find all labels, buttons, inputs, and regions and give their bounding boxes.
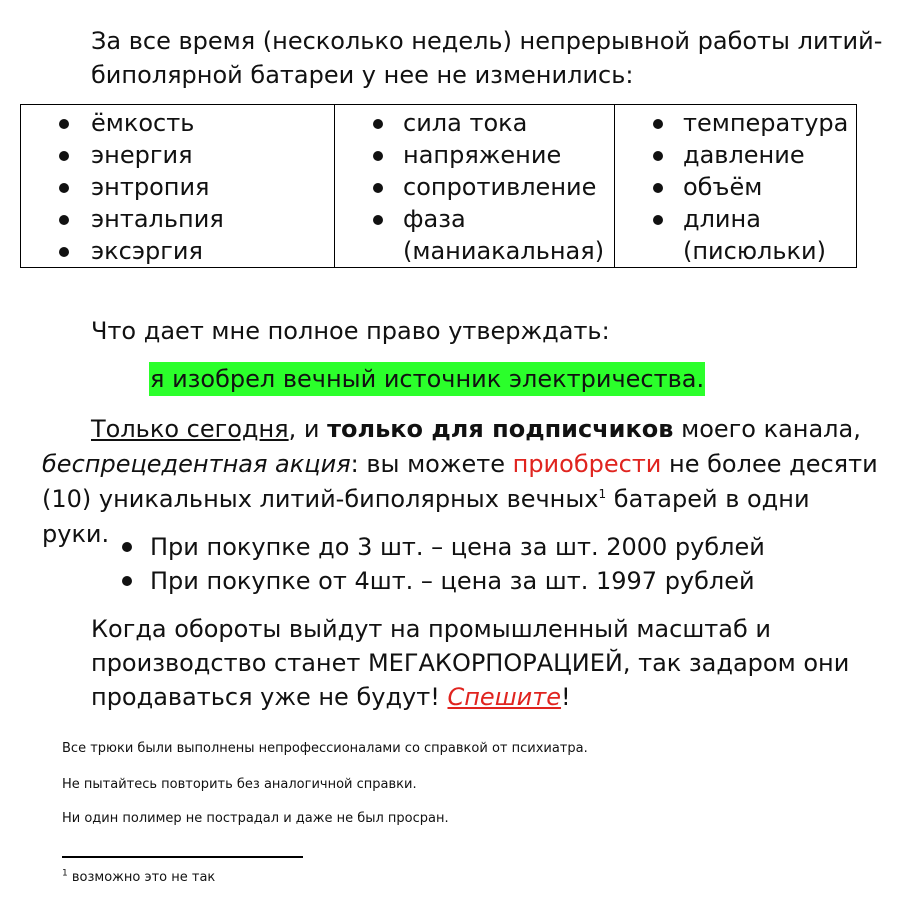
list-item: При покупке до 3 шт. – цена за шт. 2000 рублей [150, 530, 765, 564]
bullet-icon [653, 119, 663, 129]
bullet-icon [122, 542, 132, 552]
list-item: При покупке от 4шт. – цена за шт. 1997 рублей [150, 564, 765, 598]
closing-line-2: производство станет МЕГАКОРПОРАЦИЕЙ, так задаром они [91, 649, 850, 677]
bullet-icon [59, 119, 69, 129]
properties-row [21, 105, 857, 268]
subscribers-text: только для подписчиков [327, 415, 674, 443]
footnote-text: возможно это не так [67, 870, 216, 885]
footnote-mark: 1 [62, 868, 68, 879]
properties-table [20, 104, 857, 268]
list-item: энтропия [21, 171, 334, 203]
offer-line-2: беспрецедентная акция: вы можете приобрести не более десяти [42, 450, 878, 478]
properties-column-1 [21, 105, 335, 268]
price-list [150, 530, 765, 598]
list-item: энергия [21, 139, 334, 171]
list-item: энтальпия [21, 203, 334, 235]
bullet-icon [373, 119, 383, 129]
footnote [62, 869, 215, 887]
today-text: Только сегодня [91, 415, 289, 443]
buy-text: приобрести [512, 450, 662, 478]
list-item: фаза [335, 203, 614, 235]
bullet-icon [59, 215, 69, 225]
list-item: эксэргия [21, 235, 334, 267]
hurry-link[interactable]: Спешите [447, 683, 562, 711]
bullet-icon [59, 247, 69, 257]
list-item-continuation: (маниакальная) [403, 237, 605, 265]
bullet-icon [122, 576, 132, 586]
promo-text: беспрецедентная акция [42, 450, 351, 478]
list-item: напряжение [335, 139, 614, 171]
closing-line-3: продаваться уже не будут! Спешите! [91, 683, 571, 711]
closing-paragraph [91, 612, 891, 714]
bullet-icon [373, 183, 383, 193]
intro-paragraph [91, 24, 891, 92]
bullet-icon [653, 151, 663, 161]
bullet-icon [653, 215, 663, 225]
disclaimer-3: Ни один полимер не пострадал и даже не был просран. [62, 811, 449, 826]
disclaimer-1: Все трюки были выполнены непрофессионалами со справкой от психиатра. [62, 741, 588, 756]
footnote-separator [62, 856, 303, 858]
list-item: температура [615, 107, 856, 139]
properties-column-2 [335, 105, 615, 268]
intro-line-1: За все время (несколько недель) непрерывной работы литий- [91, 27, 883, 55]
list-item: длина [615, 203, 856, 235]
closing-line-1: Когда обороты выйдут на промышленный масштаб и [91, 615, 772, 643]
bullet-icon [373, 215, 383, 225]
bullet-icon [59, 151, 69, 161]
highlighted-claim: я изобрел вечный источник электричества. [149, 362, 705, 396]
offer-line-3: (10) уникальных литий-биполярных вечных$^1$ батарей в одни руки. [42, 485, 810, 548]
properties-column-3 [615, 105, 857, 268]
offer-line-1: Только сегодня, и только для подписчиков моего канала, [91, 415, 861, 443]
list-item: ёмкость [21, 107, 334, 139]
bullet-icon [59, 183, 69, 193]
list-item: давление [615, 139, 856, 171]
bullet-icon [653, 183, 663, 193]
disclaimer-2: Не пытайтесь повторить без аналогичной справки. [62, 777, 417, 792]
list-item: сила тока [335, 107, 614, 139]
intro-line-2: биполярной батареи у нее не изменились: [91, 61, 634, 89]
claim-text: Что дает мне полное право утверждать: [91, 317, 610, 345]
list-item: объём [615, 171, 856, 203]
list-item: сопротивление [335, 171, 614, 203]
footnote-ref[interactable]: 1 [598, 487, 607, 501]
bullet-icon [373, 151, 383, 161]
list-item-continuation: (писюльки) [683, 237, 826, 265]
